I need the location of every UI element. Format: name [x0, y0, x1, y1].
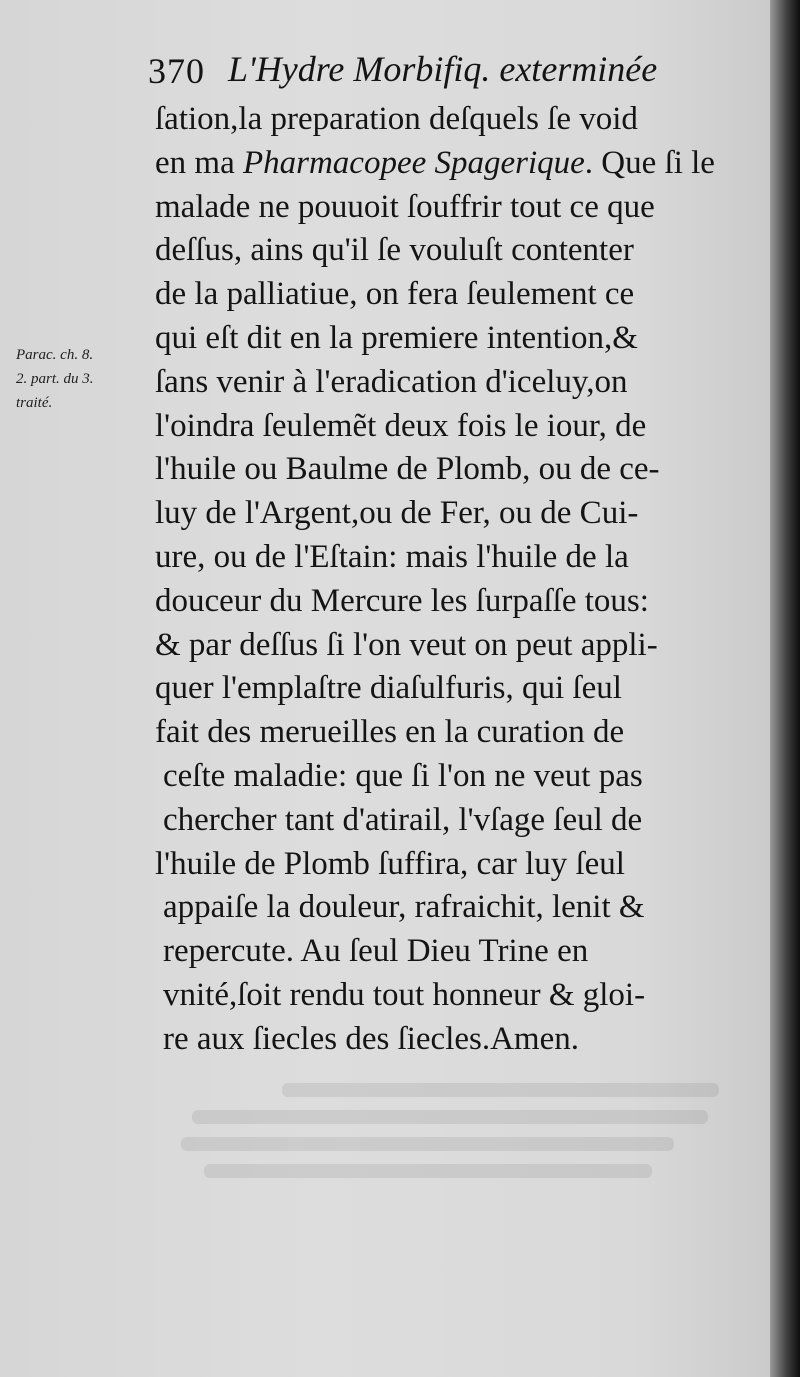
text-line: deſſus, ains qu'il ſe vouluſt contenter [155, 232, 634, 269]
running-title: L'Hydre Morbifiq. exterminée [228, 49, 658, 89]
text-line: de la palliatiue, on fera ſeulement ce [155, 276, 635, 313]
text-fragment: . Que ſi le [584, 144, 715, 181]
bleed-through-texture [170, 1070, 730, 1280]
body-text [155, 98, 745, 1062]
text-line: repercute. Au ſeul Dieu Trine en [163, 933, 589, 970]
text-line: chercher tant d'atirail, l'vſage ſeul de [163, 801, 643, 838]
text-line: & par deſſus ſi l'on veut on peut appli- [155, 626, 658, 663]
text-line: ſans venir à l'eradication d'iceluy,on [155, 363, 628, 400]
text-line: l'oindra ſeulemẽt deux fois le iour, de [155, 407, 647, 444]
text-line: qui eſt dit en la premiere intention,& [155, 319, 638, 356]
text-line: re aux ſiecles des ſiecles.Amen. [163, 1020, 579, 1057]
text-line: ure, ou de l'Eſtain: mais l'huile de la [155, 538, 629, 575]
text-line: malade ne pouuoit ſouffrir tout ce que [155, 188, 655, 225]
marginal-note-line: Parac. ch. 8. [16, 347, 94, 363]
page-header [148, 46, 738, 102]
text-line: l'huile ou Baulme de Plomb, ou de ce- [155, 451, 660, 488]
text-line: quer l'emplaſtre diaſulfuris, qui ſeul [155, 670, 622, 707]
page-edge-shadow [770, 0, 800, 1377]
text-line: ſation,la preparation deſquels ſe void [155, 101, 638, 137]
text-line: vnité,ſoit rendu tout honneur & gloi- [163, 976, 646, 1013]
marginal-note [16, 343, 150, 415]
text-line: appaiſe la douleur, rafraichit, lenit & [163, 889, 645, 926]
page-number: 370 [148, 51, 205, 91]
marginal-note-line: 2. part. du 3. [16, 371, 94, 387]
text-line: fait des merueilles en la curation de [155, 714, 625, 751]
text-line: ceſte maladie: que ſi l'on ne veut pas [163, 757, 643, 794]
text-line: l'huile de Plomb ſuffira, car luy ſeul [155, 845, 625, 882]
text-fragment: en ma [155, 144, 243, 181]
marginal-note-line: traité. [16, 395, 53, 411]
text-line [155, 142, 745, 186]
text-line: luy de l'Argent,ou de Fer, ou de Cui- [155, 495, 639, 532]
text-line: douceur du Mercure les ſurpaſſe tous: [155, 582, 649, 619]
book-title-reference: Pharmacopee Spagerique [242, 144, 585, 181]
